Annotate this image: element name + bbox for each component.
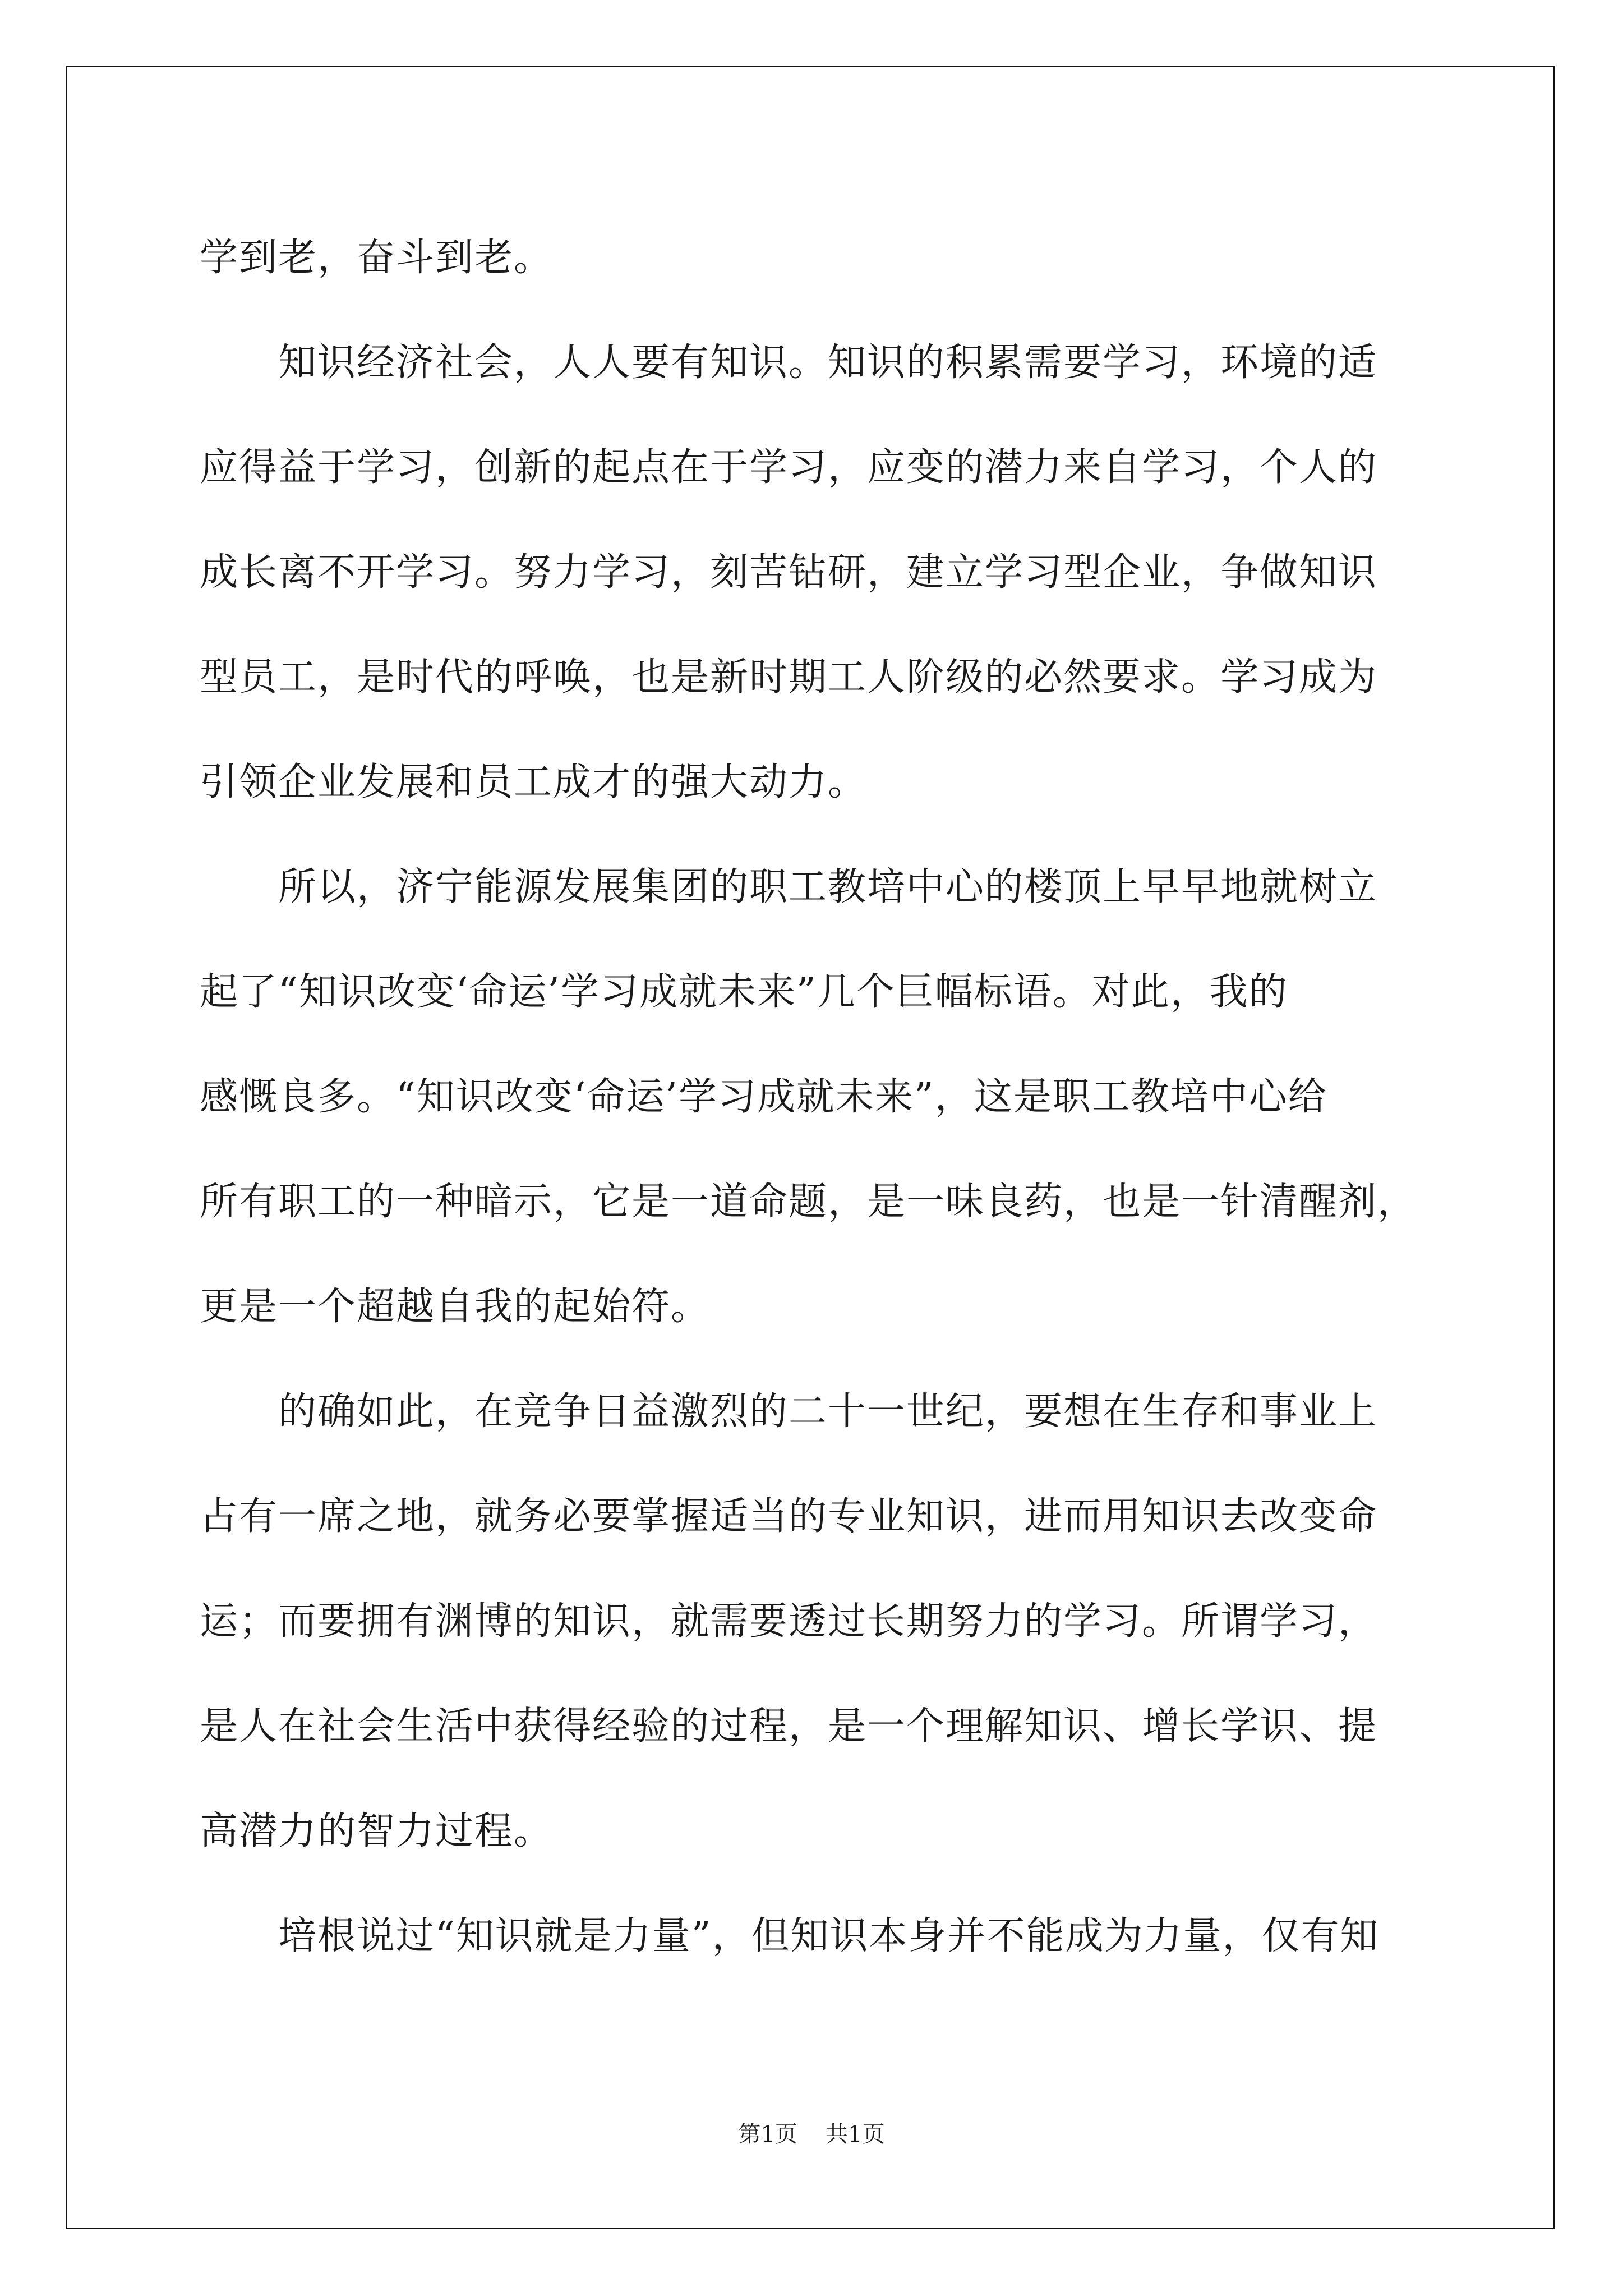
text-line: 更是一个超越自我的起始符。	[200, 1285, 711, 1329]
text-line: 是人在社会生活中获得经验的过程，是一个理解知识、增长学识、提	[200, 1704, 1378, 1749]
text-line: 引领企业发展和员工成才的强大动力。	[200, 760, 868, 804]
text-line: 应得益于学习，创新的起点在于学习，应变的潜力来自学习，个人的	[200, 445, 1378, 490]
document-body	[200, 205, 1422, 1989]
text-line: 高潜力的智力过程。	[200, 1809, 554, 1853]
text-line: 起了“知识改变‘命运’学习成就未来”几个巨幅标语。对此，我的	[200, 970, 1288, 1014]
text-line: 成长离不开学习。努力学习，刻苦钻研，建立学习型企业，争做知识	[200, 550, 1378, 595]
text-line: 的确如此，在竞争日益激烈的二十一世纪，要想在生存和事业上	[278, 1389, 1378, 1434]
page-number: 第1页	[738, 2122, 797, 2147]
text-line: 运；而要拥有渊博的知识，就需要透过长期努力的学习。所谓学习，	[200, 1599, 1378, 1644]
page-total: 共1页	[826, 2122, 885, 2147]
text-line: 所有职工的一种暗示，它是一道命题，是一味良药，也是一针清醒剂，	[200, 1180, 1417, 1224]
text-line: 所以，济宁能源发展集团的职工教培中心的楼顶上早早地就树立	[278, 865, 1378, 909]
text-line: 感慨良多。“知识改变‘命运’学习成就未来”，这是职工教培中心给	[200, 1075, 1327, 1119]
text-line: 占有一席之地，就务必要掌握适当的专业知识，进而用知识去改变命	[200, 1494, 1378, 1539]
text-line: 学到老，奋斗到老。	[200, 236, 554, 280]
text-line: 培根说过“知识就是力量”，但知识本身并不能成为力量，仅有知	[278, 1914, 1380, 1958]
page-footer	[0, 2120, 1623, 2148]
text-line: 知识经济社会，人人要有知识。知识的积累需要学习，环境的适	[278, 341, 1378, 385]
text-line: 型员工，是时代的呼唤，也是新时期工人阶级的必然要求。学习成为	[200, 655, 1378, 700]
